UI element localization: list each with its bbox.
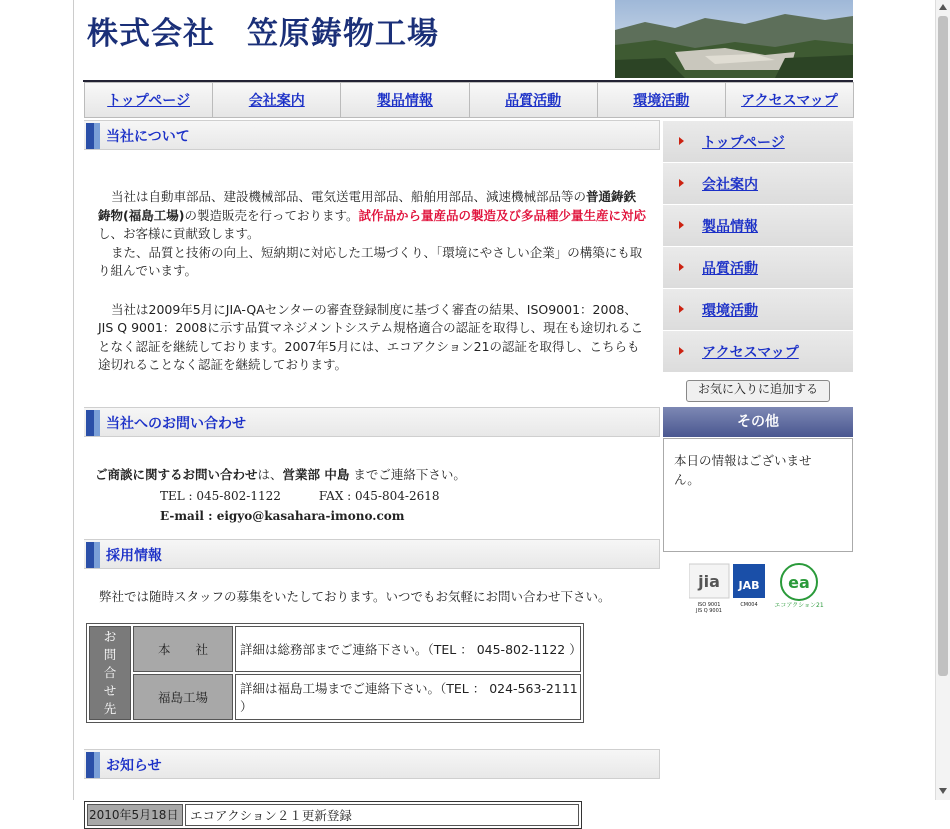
nav-environment[interactable]: [598, 83, 726, 117]
about-text-1d: 試作品から量産品の製造及び多品種少量生産に対応: [358, 207, 646, 223]
triangle-right-icon: [679, 305, 684, 313]
triangle-right-icon: [679, 221, 684, 229]
inquiry-contact-person: 営業部 中島: [282, 466, 350, 482]
inquiry-heading-text: 当社へのお問い合わせ: [106, 415, 246, 432]
side-menu-environment[interactable]: [663, 289, 853, 331]
recruit-text: 弊社では随時スタッフの募集をいたしております。いつでもお気軽にお問い合わせ下さい。: [99, 588, 611, 604]
nav-environment-link[interactable]: 環境活動: [633, 93, 690, 109]
add-favorite-button[interactable]: お気に入りに追加する: [686, 380, 830, 402]
contact-place: 本 社: [133, 626, 233, 672]
nav-company-link[interactable]: 会社案内: [248, 93, 305, 109]
side-menu-top[interactable]: [663, 121, 853, 163]
nav-top-link[interactable]: トップページ: [107, 93, 190, 109]
other-info-text: 本日の情報はございません。: [674, 453, 812, 487]
side-menu-label[interactable]: トップページ: [702, 135, 785, 151]
inquiry-fax: FAX : 045-804-2618: [318, 488, 440, 503]
about-text-2: また、品質と技術の向上、短納期に対応した工場づくり、「環境にやさしい企業」の構築にも取り組んでいます。: [98, 244, 643, 278]
triangle-right-icon: [679, 137, 684, 145]
nav-quality[interactable]: [470, 83, 598, 117]
side-menu-products[interactable]: [663, 205, 853, 247]
ea-sub-text: エコアクション21: [774, 602, 824, 609]
news-date: 2010年5月18日: [87, 804, 183, 826]
top-nav: [84, 82, 854, 118]
about-heading-text: 当社について: [106, 129, 190, 145]
side-menu-access[interactable]: [663, 331, 853, 373]
contact-detail: 詳細は総務部までご連絡下さい。（TEL ： 045-802-1122 ）: [235, 626, 581, 672]
inquiry-lead: [95, 465, 660, 483]
scroll-down-icon[interactable]: [939, 788, 947, 794]
header-landscape-photo: [615, 0, 853, 78]
news-item[interactable]: エコアクション２１更新登録: [185, 804, 579, 826]
certification-badges: [689, 562, 829, 616]
about-paragraph-2: [98, 244, 646, 281]
recruit-heading: [84, 539, 660, 569]
svg-text:JIS Q 9001: JIS Q 9001: [696, 608, 722, 614]
main-content: [84, 120, 660, 829]
scrollbar[interactable]: [935, 0, 950, 800]
company-title: 株式会社 笠原鋳物工場: [87, 16, 439, 52]
inquiry-phone-line: [160, 489, 660, 503]
inquiry-lead-bold: ご商談に関するお問い合わせ: [95, 466, 258, 482]
site-header: [83, 0, 853, 82]
side-menu-label[interactable]: アクセスマップ: [702, 345, 799, 361]
inquiry-email[interactable]: E-mail : eigyo@kasahara-imono.com: [160, 508, 405, 523]
jab-logo-text: JAB: [738, 579, 760, 592]
scroll-thumb[interactable]: [938, 16, 948, 676]
contact-label-text: お問合せ先: [103, 628, 117, 716]
table-row: [87, 804, 579, 826]
news-heading: [84, 749, 660, 779]
inquiry-lead-mid: は、: [257, 466, 283, 482]
nav-quality-link[interactable]: 品質活動: [505, 93, 562, 109]
contact-label: [89, 626, 131, 720]
nav-access-link[interactable]: アクセスマップ: [741, 93, 838, 109]
side-menu-label[interactable]: 品質活動: [702, 261, 758, 277]
other-heading: その他: [663, 407, 853, 437]
contact-detail: 詳細は福島工場までご連絡下さい。（TEL ： 024-563-2111 ）: [235, 674, 581, 720]
about-paragraph-1: [98, 188, 646, 244]
left-margin: [0, 0, 73, 800]
news-heading-text: お知らせ: [106, 757, 162, 774]
side-menu-company[interactable]: [663, 163, 853, 205]
triangle-right-icon: [679, 347, 684, 355]
table-row: [89, 674, 581, 720]
ea-logo-text: ea: [788, 573, 810, 592]
nav-access[interactable]: [726, 83, 853, 117]
jab-sub-text: CM004: [740, 602, 758, 608]
svg-text:ISO 9001: ISO 9001: [697, 602, 721, 608]
about-text-1b: 普通鋳鉄鋳物(福島工場): [98, 189, 637, 223]
inquiry-heading: [84, 407, 660, 437]
about-text-3: 当社は2009年5月にJIA-QAセンターの審査登録制度に基づく審査の結果、ISO9001：2008、JIS Q 9001：2008に示す品質マネジメントシステム規格適合の認証を取得し、現在も途切れることなく認証を継続しております。2007年5月には、エコアクション21の認証を取得し、こちらも途切れることなく認証を継続しております。: [98, 301, 644, 372]
side-menu-label[interactable]: 環境活動: [702, 303, 758, 319]
side-menu-label[interactable]: 製品情報: [702, 219, 758, 235]
recruit-contact-table: [86, 623, 584, 723]
side-menu: [663, 121, 853, 373]
recruit-heading-text: 採用情報: [106, 547, 162, 564]
inquiry-lead-end: までご連絡下さい。: [349, 466, 466, 482]
jia-logo-text: jia: [698, 572, 720, 591]
news-table: [84, 801, 582, 829]
inquiry-tel: TEL : 045-802-1122: [160, 488, 281, 503]
scroll-up-icon[interactable]: [939, 4, 947, 10]
about-heading: [84, 120, 660, 150]
badges-svg: [689, 562, 829, 616]
about-text-1a: 当社は自動車部品、建設機械部品、電気送電用部品、船舶用部品、減速機械部品等の: [111, 189, 587, 204]
other-info-box: [663, 438, 853, 552]
triangle-right-icon: [679, 263, 684, 271]
about-text-1e: し、お客様に貢献致します。: [98, 226, 260, 241]
side-menu-label[interactable]: 会社案内: [702, 177, 758, 193]
about-text-1c: の製造販売を行っております。: [184, 207, 359, 223]
contact-place: 福島工場: [133, 674, 233, 720]
side-menu-quality[interactable]: [663, 247, 853, 289]
nav-products[interactable]: [341, 83, 469, 117]
nav-top[interactable]: [85, 83, 213, 117]
triangle-right-icon: [679, 179, 684, 187]
about-paragraph-3: [98, 301, 646, 375]
nav-company[interactable]: [213, 83, 341, 117]
table-row: [89, 626, 581, 672]
nav-products-link[interactable]: 製品情報: [376, 93, 433, 109]
